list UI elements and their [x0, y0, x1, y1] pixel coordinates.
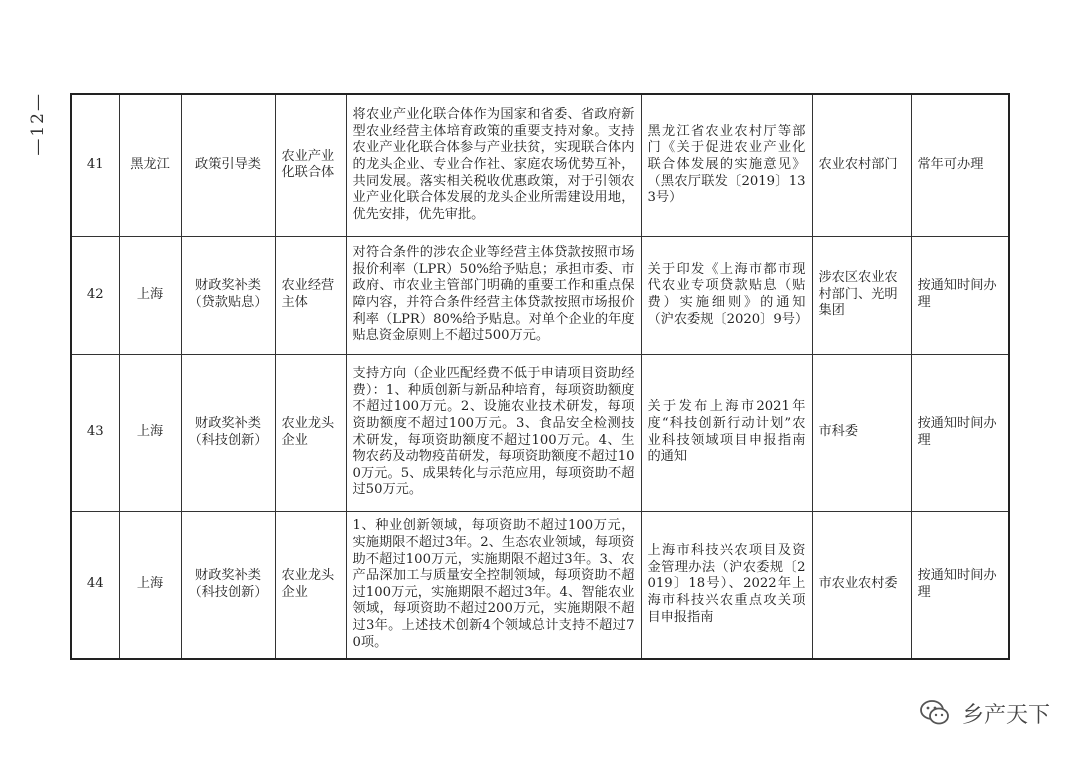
time-cell: 常年可办理	[911, 94, 1009, 236]
department-cell: 涉农区农业农村部门、光明集团	[812, 236, 911, 354]
policy-basis-cell: 上海市科技兴农项目及资金管理办法（沪农委规〔2019〕18号）、2022年上海市科技兴农重点攻关项目申报指南	[641, 511, 812, 659]
row-number: 43	[71, 354, 119, 511]
department-cell: 农业农村部门	[812, 94, 911, 236]
policy-type-cell: 财政奖补类（科技创新）	[181, 354, 275, 511]
table-row	[71, 94, 1009, 236]
department-cell: 市农业农村委	[812, 511, 911, 659]
page-number: —12—	[28, 92, 48, 156]
row-number: 41	[71, 94, 119, 236]
policy-basis-cell: 黑龙江省农业农村厅等部门《关于促进农业产业化联合体发展的实施意见》（黑农厅联发〔2019〕133号）	[641, 94, 812, 236]
target-cell: 农业龙头企业	[275, 511, 346, 659]
target-cell: 农业产业化联合体	[275, 94, 346, 236]
target-cell: 农业龙头企业	[275, 354, 346, 511]
region-cell: 上海	[119, 354, 181, 511]
time-cell: 按通知时间办理	[911, 236, 1009, 354]
policy-content-cell: 支持方向（企业匹配经费不低于申请项目资助经费）：1、种质创新与新品种培育，每项资助额度不超过100万元。2、设施农业技术研发，每项资助额度不超过100万元。3、食品安全检测技术研发，每项资助额度不超过100万元。4、生物农药及动物疫苗研发，每项资助额度不超过100万元。5、成果转化与示范应用，每项资助不超过50万元。	[346, 354, 641, 511]
policy-content-cell: 将农业产业化联合体作为国家和省委、省政府新型农业经营主体培育政策的重要支持对象。支持农业产业化联合体参与产业扶贫，实现联合体内的龙头企业、专业合作社、家庭农场优势互补，共同发展。落实相关税收优惠政策，对于引领农业产业化联合体发展的龙头企业所需建设用地，优先安排，优先审批。	[346, 94, 641, 236]
time-cell: 按通知时间办理	[911, 354, 1009, 511]
policy-basis-cell: 关于发布上海市2021年度“科技创新行动计划”农业科技领域项目申报指南的通知	[641, 354, 812, 511]
row-number: 44	[71, 511, 119, 659]
policy-content-cell: 1、种业创新领域，每项资助不超过100万元，实施期限不超过3年。2、生态农业领域，每项资助不超过100万元，实施期限不超过3年。3、农产品深加工与质量安全控制领域，每项资助不超过100万元，实施期限不超过3年。4、智能农业领域，每项资助不超过200万元，实施期限不超过3年。上述技术创新4个领域总计支持不超过70项。	[346, 511, 641, 659]
target-cell: 农业经营主体	[275, 236, 346, 354]
watermark	[918, 696, 1050, 730]
region-cell: 上海	[119, 511, 181, 659]
wechat-icon	[918, 696, 952, 730]
region-cell: 上海	[119, 236, 181, 354]
row-number: 42	[71, 236, 119, 354]
region-cell: 黑龙江	[119, 94, 181, 236]
policy-type-cell: 财政奖补类（贷款贴息）	[181, 236, 275, 354]
policy-table	[70, 93, 1010, 660]
policy-type-cell: 政策引导类	[181, 94, 275, 236]
time-cell: 按通知时间办理	[911, 511, 1009, 659]
table-row	[71, 236, 1009, 354]
policy-content-cell: 对符合条件的涉农企业等经营主体贷款按照市场报价利率（LPR）50%给予贴息；承担市委、市政府、市农业主管部门明确的重要工作和重点保障内容，并符合条件经营主体贷款按照市场报价利率（LPR）80%给予贴息。对单个企业的年度贴息资金原则上不超过500万元。	[346, 236, 641, 354]
policy-type-cell: 财政奖补类（科技创新）	[181, 511, 275, 659]
table-row	[71, 354, 1009, 511]
table-row	[71, 511, 1009, 659]
watermark-text: 乡产天下	[961, 702, 1050, 728]
policy-basis-cell: 关于印发《上海市都市现代农业专项贷款贴息（贴费）实施细则》的通知（沪农委规〔2020〕9号）	[641, 236, 812, 354]
department-cell: 市科委	[812, 354, 911, 511]
